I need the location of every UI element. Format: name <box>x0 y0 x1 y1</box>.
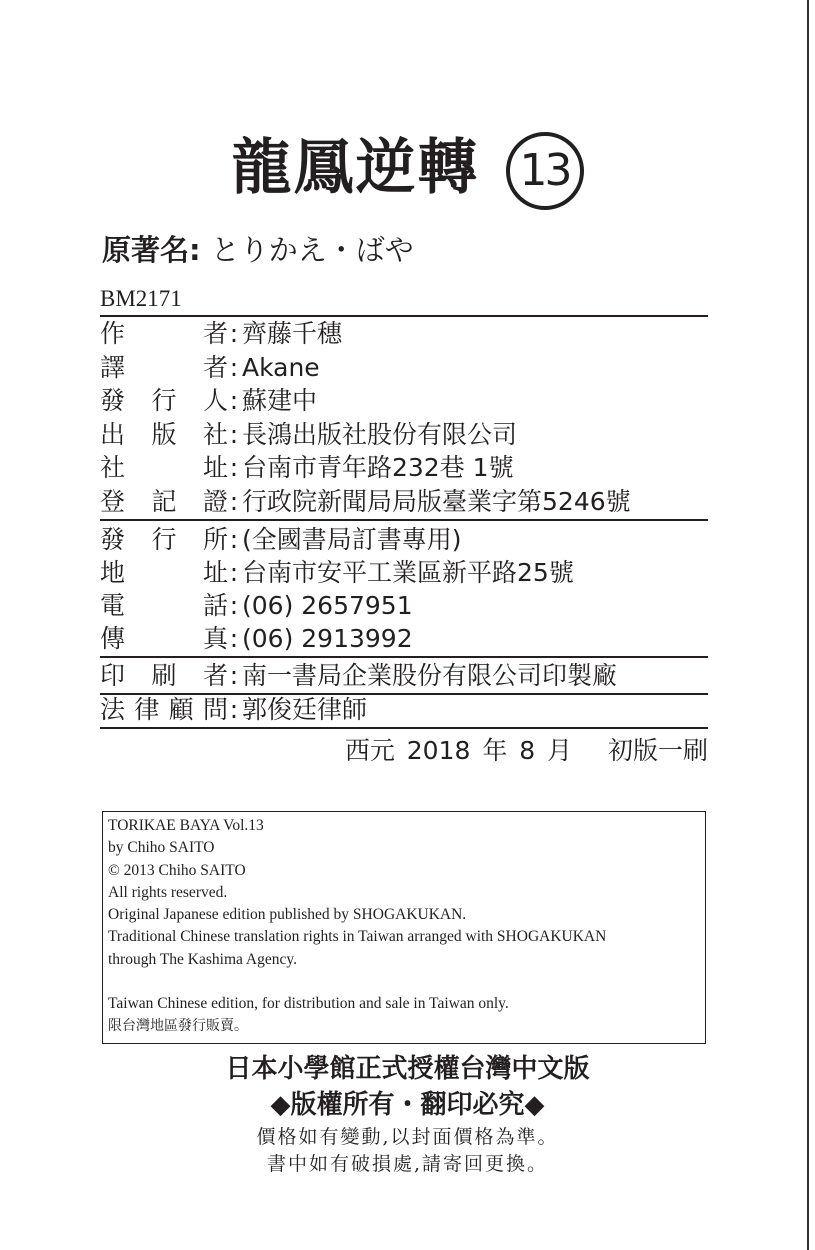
rights-line: TORIKAE BAYA Vol.13 <box>108 817 264 834</box>
credit-row <box>100 452 708 484</box>
damage-note: 書中如有破損處,請寄回更換。 <box>266 1153 549 1175</box>
colon: : <box>229 453 239 483</box>
credit-row-printer <box>100 660 708 692</box>
colon: : <box>229 319 239 348</box>
volume-number: 13 <box>506 132 584 210</box>
credit-label: 地址 <box>100 558 228 587</box>
credit-label: 印刷者 <box>100 661 228 690</box>
credit-label: 作者 <box>100 319 228 348</box>
edition-date: 西元 2018 年 8 月 初版一刷 <box>344 736 708 765</box>
credit-value: (06) 2657951 <box>242 591 413 620</box>
credit-label: 譯者 <box>100 352 228 382</box>
credit-row <box>100 524 708 556</box>
price-note: 價格如有變動,以封面價格為準。 <box>256 1126 559 1148</box>
colon: : <box>229 386 239 416</box>
credit-label: 登記證 <box>100 487 228 516</box>
credit-row <box>100 419 708 451</box>
credit-value: 行政院新聞局局版臺業字第5246號 <box>242 487 631 516</box>
divider <box>100 315 708 317</box>
colon: : <box>229 525 239 554</box>
credit-value: 郭俊廷律師 <box>242 695 368 724</box>
divider <box>100 519 708 521</box>
rights-line: through The Kashima Agency. <box>108 950 297 968</box>
credit-value: 齊藤千穗 <box>242 319 343 348</box>
divider <box>100 727 708 729</box>
book-code: BM2171 <box>100 286 182 311</box>
colon: : <box>229 352 239 382</box>
original-title-value: とりかえ・ばや <box>210 233 414 267</box>
credit-value: 台南市青年路232巷 1號 <box>242 453 514 483</box>
original-title-label: 原著名: <box>102 233 201 267</box>
credit-label: 發行所 <box>100 525 228 554</box>
credit-label: 法律顧問 <box>100 695 228 724</box>
credit-label: 電話 <box>100 591 228 620</box>
taiwan-only-notice: Taiwan Chinese edition, for distribution and sale in Taiwan only. <box>108 995 509 1013</box>
taiwan-only-notice-zh: 限台灣地區發行販賣。 <box>108 1018 248 1035</box>
credit-row <box>100 385 708 417</box>
colon: : <box>229 661 239 690</box>
rights-box <box>102 811 706 1044</box>
credit-value: 台南市安平工業區新平路25號 <box>242 558 574 587</box>
original-title <box>102 228 414 269</box>
credit-value: 蘇建中 <box>242 386 318 416</box>
book-title <box>0 120 815 210</box>
credit-value: (06) 2913992 <box>242 624 413 653</box>
credit-value: (全國書局訂書專用) <box>242 525 462 554</box>
rights-line: Traditional Chinese translation rights in Taiwan arranged with SHOGAKUKAN <box>108 928 607 946</box>
credit-row-legal <box>100 694 708 726</box>
title-text: 龍鳳逆轉 <box>231 133 480 203</box>
rights-line: by Chiho SAITO <box>108 839 215 857</box>
credit-row <box>100 557 708 589</box>
license-notice: 日本小學館正式授權台灣中文版 <box>225 1054 590 1084</box>
credit-label: 發行人 <box>100 386 228 416</box>
colon: : <box>229 487 239 516</box>
credit-label: 社址 <box>100 453 228 483</box>
credit-row <box>100 486 708 518</box>
credit-label: 出版社 <box>100 419 228 449</box>
colon: : <box>229 624 239 653</box>
credit-row <box>100 318 708 350</box>
colon: : <box>229 558 239 587</box>
credit-row <box>100 590 708 622</box>
credit-label: 傳真 <box>100 624 228 653</box>
copyright-notice: ◆版權所有・翻印必究◆ <box>270 1090 545 1120</box>
credit-value: Akane <box>242 352 320 382</box>
rights-line: © 2013 Chiho SAITO <box>108 861 246 879</box>
credit-row <box>100 623 708 655</box>
credit-row <box>100 352 708 384</box>
credit-value: 南一書局企業股份有限公司印製廠 <box>242 661 618 690</box>
colon: : <box>229 591 239 620</box>
colon: : <box>229 695 239 724</box>
credit-value: 長鴻出版社股份有限公司 <box>242 419 518 449</box>
colon: : <box>229 419 239 449</box>
rights-line: All rights reserved. <box>108 883 228 901</box>
rights-line: Original Japanese edition published by SHOGAKUKAN. <box>108 906 467 924</box>
divider <box>100 656 708 658</box>
